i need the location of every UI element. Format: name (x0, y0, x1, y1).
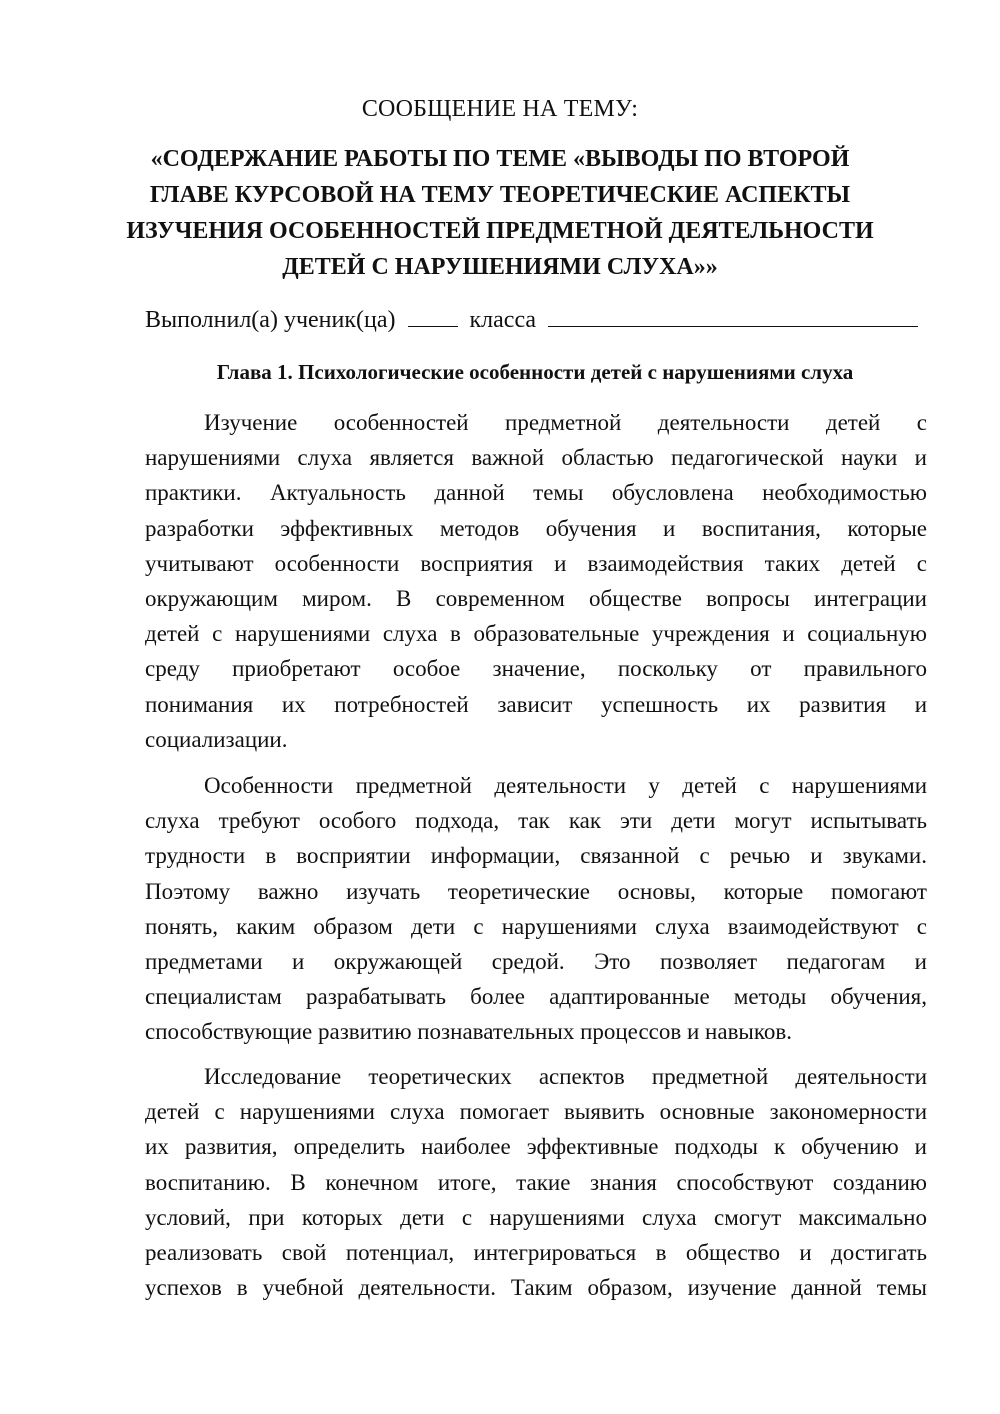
paragraph-line: окружающим миром. В современном обществе вопросы интеграции (145, 585, 927, 611)
paragraph-line: среду приобретают особое значение, поскольку от правильного (145, 656, 927, 682)
paragraph-line: Особенности предметной деятельности у детей с нарушениями (204, 773, 927, 798)
body-paragraph-3 (145, 1059, 927, 1305)
document-supertitle: СООБЩЕНИЕ НА ТЕМУ: (361, 96, 639, 122)
document-title (0, 141, 1000, 285)
chapter-heading: Глава 1. Психологические особенности детей с нарушениями слуха (216, 360, 854, 384)
paragraph-line: условий, при которых дети с нарушениями слуха смогут максимально (145, 1204, 927, 1230)
title-line: «СОДЕРЖАНИЕ РАБОТЫ ПО ТЕМЕ «ВЫВОДЫ ПО ВТОРОЙ (150, 146, 850, 172)
paragraph-line: социализации. (145, 726, 288, 752)
paragraph-line: успехов в учебной деятельности. Таким образом, изучение данной темы (145, 1275, 927, 1301)
paragraph-line: реализовать свой потенциал, интегрироваться в общество и достигать (145, 1239, 927, 1265)
title-line: ГЛАВЕ КУРСОВОЙ НА ТЕМУ ТЕОРЕТИЧЕСКИЕ АСПЕКТЫ (149, 182, 851, 208)
title-line: ИЗУЧЕНИЯ ОСОБЕННОСТЕЙ ПРЕДМЕТНОЙ ДЕЯТЕЛЬНОСТИ (126, 218, 874, 244)
paragraph-line: трудности в восприятии информации, связанной с речью и звуками. (145, 843, 927, 869)
body-paragraph-1 (145, 405, 927, 757)
paragraph-line: практики. Актуальность данной темы обусловлена необходимостью (145, 480, 927, 506)
body-paragraph-2 (145, 768, 927, 1050)
class-label: класса (469, 307, 537, 333)
author-line (145, 304, 924, 336)
paragraph-line: нарушениями слуха является важной областью педагогической науки и (145, 445, 927, 471)
paragraph-line: воспитанию. В конечном итоге, такие знания способствуют созданию (145, 1169, 927, 1195)
paragraph-line: их развития, определить наиболее эффективные подходы к обучению и (145, 1134, 927, 1160)
paragraph-line: специалистам разрабатывать более адаптированные методы обучения, (145, 984, 927, 1010)
paragraph-line: слуха требуют особого подхода, так как эти дети могут испытывать (145, 808, 927, 834)
paragraph-line: детей с нарушениями слуха в образовательные учреждения и социальную (145, 621, 927, 647)
paragraph-line: понимания их потребностей зависит успешность их развития и (145, 691, 927, 717)
paragraph-line: предметами и окружающей средой. Это позволяет педагогам и (145, 948, 927, 974)
title-line: ДЕТЕЙ С НАРУШЕНИЯМИ СЛУХА»» (282, 254, 718, 280)
paragraph-line: понять, каким образом дети с нарушениями слуха взаимодействуют с (145, 913, 927, 939)
author-prefix: Выполнил(а) ученик(ца) (145, 307, 396, 333)
paragraph-line: детей с нарушениями слуха помогает выявить основные закономерности (145, 1099, 927, 1125)
paragraph-line: Исследование теоретических аспектов предметной деятельности (204, 1064, 927, 1089)
paragraph-line: учитывают особенности восприятия и взаимодействия таких детей с (145, 550, 927, 576)
grade-blank (408, 304, 458, 327)
class-name-blank (548, 304, 918, 327)
paragraph-line: способствующие развитию познавательных процессов и навыков. (145, 1019, 792, 1045)
paragraph-line: разработки эффективных методов обучения и воспитания, которые (145, 515, 927, 541)
paragraph-line: Изучение особенностей предметной деятельности детей с (204, 410, 927, 435)
paragraph-line: Поэтому важно изучать теоретические основы, которые помогают (145, 878, 927, 904)
